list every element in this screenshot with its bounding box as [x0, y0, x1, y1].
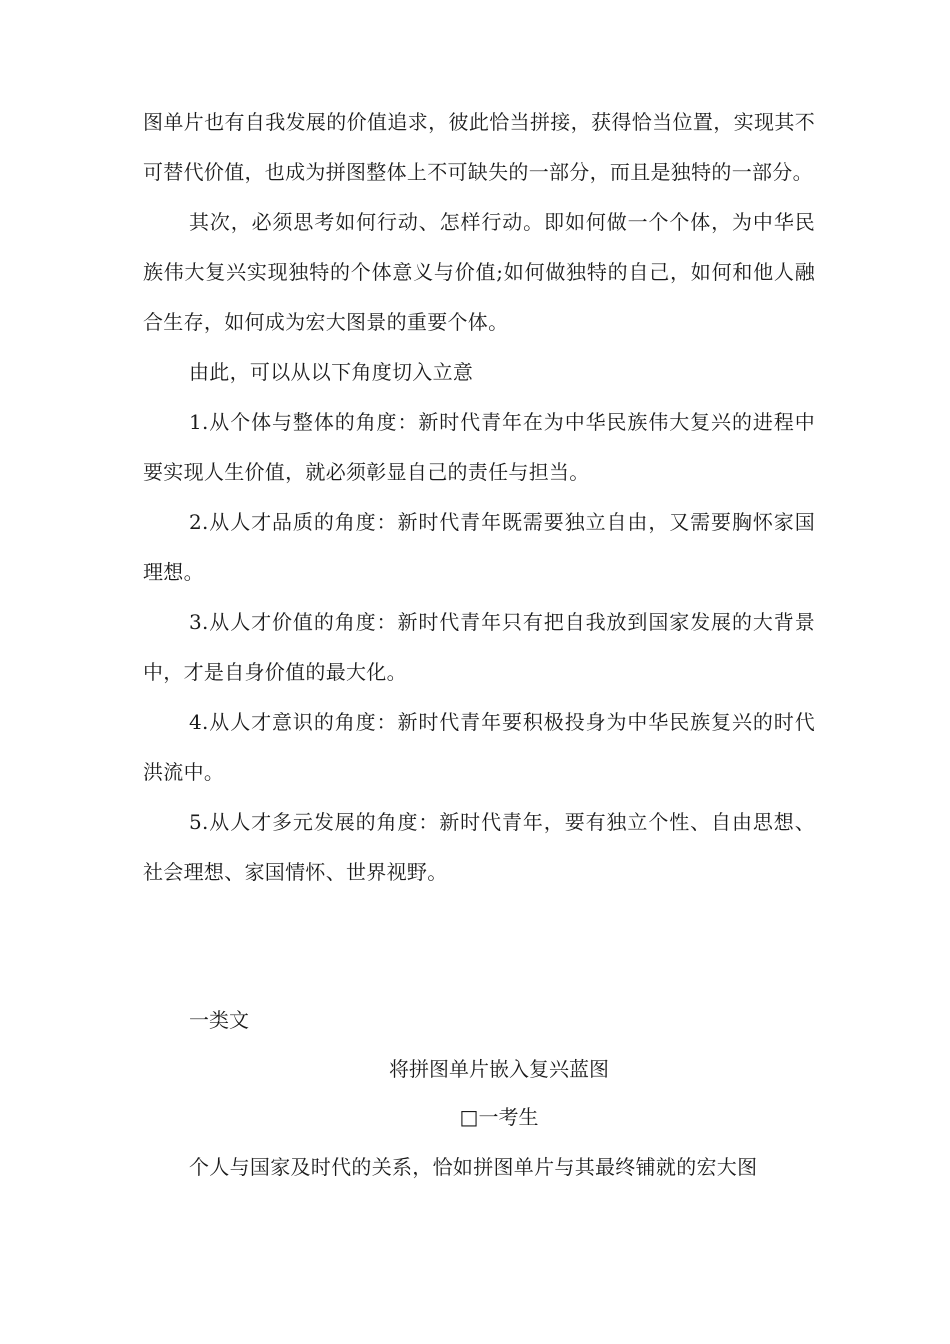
essay-title: 将拼图单片嵌入复兴蓝图 — [389, 1057, 609, 1081]
body-text — [143, 97, 815, 897]
list-item-5: 5.从人才多元发展的角度：新时代青年，要有独立个性、自由思想、社会理想、家国情怀、世界视野。 — [143, 810, 815, 884]
list-item-2: 2.从人才品质的角度：新时代青年既需要独立自由，又需要胸怀家国理想。 — [143, 510, 815, 584]
paragraph-therefore: 由此，可以从以下角度切入立意 — [189, 360, 474, 384]
essay-body — [143, 1142, 815, 1192]
list-item-3: 3.从人才价值的角度：新时代青年只有把自我放到国家发展的大背景中，才是自身价值的最大化。 — [143, 610, 815, 684]
paragraph-secondly: 其次，必须思考如何行动、怎样行动。即如何做一个个体，为中华民族伟大复兴实现独特的个体意义与价值;如何做独特的自己，如何和他人融合生存，如何成为宏大图景的重要个体。 — [143, 210, 815, 334]
paragraph-continuation: 图单片也有自我发展的价值追求，彼此恰当拼接，获得恰当位置，实现其不可替代价值，也成为拼图整体上不可缺失的一部分，而且是独特的一部分。 — [143, 110, 815, 184]
essay-author: □一考生 — [459, 1105, 539, 1129]
list-item-4: 4.从人才意识的角度：新时代青年要积极投身为中华民族复兴的时代洪流中。 — [143, 710, 815, 784]
category-label: 一类文 — [189, 1008, 249, 1032]
list-item-1: 1.从个体与整体的角度：新时代青年在为中华民族伟大复兴的进程中要实现人生价值，就必须彰显自己的责任与担当。 — [143, 410, 815, 484]
essay-first-line: 个人与国家及时代的关系，恰如拼图单片与其最终铺就的宏大图 — [189, 1155, 758, 1179]
